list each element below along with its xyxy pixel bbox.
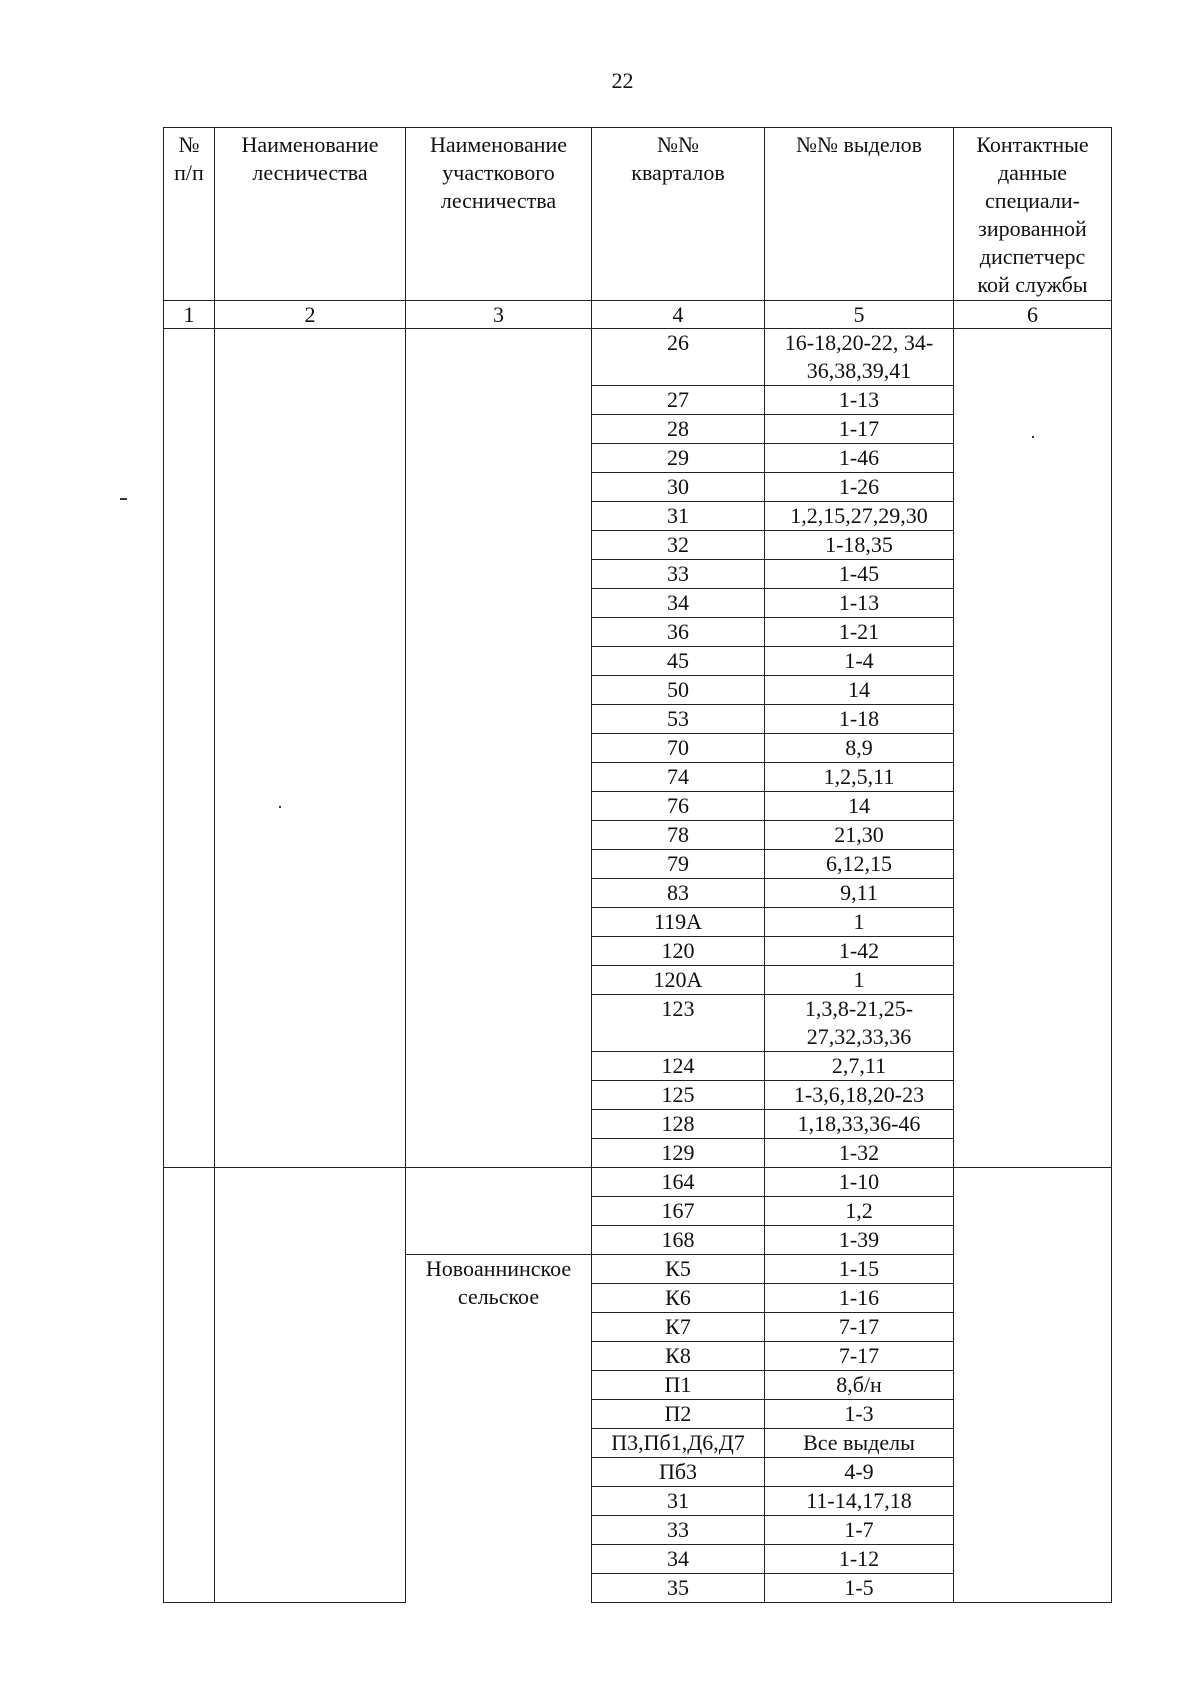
quarter-cell: 34 <box>592 589 765 618</box>
allotment-cell: 11-14,17,18 <box>765 1487 954 1516</box>
number-cell <box>164 329 215 1168</box>
quarter-cell: П1 <box>592 1371 765 1400</box>
allotment-cell: 1-3,6,18,20-23 <box>765 1081 954 1110</box>
allotment-cell: 7-17 <box>765 1342 954 1371</box>
allotment-cell: 1-42 <box>765 937 954 966</box>
allotment-cell: 1-18 <box>765 705 954 734</box>
table-row <box>164 329 1112 386</box>
allotment-cell: 21,30 <box>765 821 954 850</box>
district-forestry-name: Новоаннинское сельское <box>406 1255 592 1603</box>
allotment-cell: 1,2,5,11 <box>765 763 954 792</box>
quarter-cell: 33 <box>592 1516 765 1545</box>
allotment-cell: 16-18,20-22, 34- 36,38,39,41 <box>765 329 954 386</box>
quarter-cell: 125 <box>592 1081 765 1110</box>
quarter-cell: 29 <box>592 444 765 473</box>
allotment-cell: 14 <box>765 676 954 705</box>
quarter-cell: 76 <box>592 792 765 821</box>
table-body <box>164 329 1112 1603</box>
header-allotments: №№ выделов <box>765 128 954 301</box>
quarter-cell: 36 <box>592 618 765 647</box>
quarter-cell: 30 <box>592 473 765 502</box>
header-forestry: Наименование лесничества <box>215 128 406 301</box>
quarter-cell: П3,Пб1,Д6,Д7 <box>592 1429 765 1458</box>
quarter-cell: 79 <box>592 850 765 879</box>
forestry-cell <box>215 329 406 1168</box>
quarter-cell: Пб3 <box>592 1458 765 1487</box>
table-header <box>164 128 1112 329</box>
quarter-cell: К7 <box>592 1313 765 1342</box>
allotment-cell: 1-21 <box>765 618 954 647</box>
quarter-cell: 26 <box>592 329 765 386</box>
header-district-forestry: Наименование участкового лесничества <box>406 128 592 301</box>
quarter-cell: 32 <box>592 531 765 560</box>
quarter-cell: 124 <box>592 1052 765 1081</box>
allotment-cell: 1-4 <box>765 647 954 676</box>
allotment-cell: 8,9 <box>765 734 954 763</box>
quarter-cell: 78 <box>592 821 765 850</box>
allotment-cell: 1-16 <box>765 1284 954 1313</box>
allotment-cell: 1-5 <box>765 1574 954 1603</box>
allotment-cell: 8,б/н <box>765 1371 954 1400</box>
quarter-cell: 167 <box>592 1197 765 1226</box>
allotment-cell: 2,7,11 <box>765 1052 954 1081</box>
allotment-cell: 1-46 <box>765 444 954 473</box>
number-cell <box>164 1168 215 1603</box>
header-contacts: Контактные данные специали- зированной диспетчерс кой службы <box>954 128 1112 301</box>
quarter-cell: 74 <box>592 763 765 792</box>
header-number: № п/п <box>164 128 215 301</box>
forestry-cell <box>215 1168 406 1603</box>
quarter-cell: 28 <box>592 415 765 444</box>
quarter-cell: 33 <box>592 560 765 589</box>
allotment-cell: 1,3,8-21,25- 27,32,33,36 <box>765 995 954 1052</box>
quarter-cell: 53 <box>592 705 765 734</box>
quarter-cell: К6 <box>592 1284 765 1313</box>
quarter-cell: 50 <box>592 676 765 705</box>
scan-mark <box>120 498 127 500</box>
district-forestry-cell <box>406 1168 592 1255</box>
column-number-row <box>164 301 1112 329</box>
table-row <box>164 1168 1112 1197</box>
quarter-cell: 128 <box>592 1110 765 1139</box>
forestry-table <box>163 127 1112 1603</box>
allotment-cell: Все выделы <box>765 1429 954 1458</box>
quarter-cell: 27 <box>592 386 765 415</box>
allotment-cell: 1-18,35 <box>765 531 954 560</box>
quarter-cell: 123 <box>592 995 765 1052</box>
allotment-cell: 14 <box>765 792 954 821</box>
column-number: 6 <box>954 301 1112 329</box>
contact-cell <box>954 1168 1112 1603</box>
allotment-cell: 1-26 <box>765 473 954 502</box>
quarter-cell: 35 <box>592 1574 765 1603</box>
quarter-cell: 70 <box>592 734 765 763</box>
quarter-cell: 34 <box>592 1545 765 1574</box>
quarter-cell: 120 <box>592 937 765 966</box>
header-quarters: №№ кварталов <box>592 128 765 301</box>
contact-cell <box>954 329 1112 1168</box>
page-number: 22 <box>611 68 634 93</box>
allotment-cell: 1-7 <box>765 1516 954 1545</box>
allotment-cell: 1-15 <box>765 1255 954 1284</box>
allotment-cell: 1-39 <box>765 1226 954 1255</box>
quarter-cell: К8 <box>592 1342 765 1371</box>
column-number: 1 <box>164 301 215 329</box>
column-number: 5 <box>765 301 954 329</box>
quarter-cell: 31 <box>592 1487 765 1516</box>
allotment-cell: 1-12 <box>765 1545 954 1574</box>
allotment-cell: 1,2,15,27,29,30 <box>765 502 954 531</box>
allotment-cell: 1,2 <box>765 1197 954 1226</box>
header-row <box>164 128 1112 301</box>
allotment-cell: 9,11 <box>765 879 954 908</box>
allotment-cell: 6,12,15 <box>765 850 954 879</box>
allotment-cell: 1 <box>765 966 954 995</box>
allotment-cell: 1-45 <box>765 560 954 589</box>
quarter-cell: 129 <box>592 1139 765 1168</box>
quarter-cell: 119А <box>592 908 765 937</box>
quarter-cell: 164 <box>592 1168 765 1197</box>
quarter-cell: 31 <box>592 502 765 531</box>
column-number: 2 <box>215 301 406 329</box>
allotment-cell: 1-32 <box>765 1139 954 1168</box>
quarter-cell: П2 <box>592 1400 765 1429</box>
quarter-cell: 168 <box>592 1226 765 1255</box>
quarter-cell: 120А <box>592 966 765 995</box>
allotment-cell: 1-13 <box>765 589 954 618</box>
quarter-cell: 45 <box>592 647 765 676</box>
allotment-cell: 1-17 <box>765 415 954 444</box>
quarter-cell: 83 <box>592 879 765 908</box>
district-forestry-cell <box>406 329 592 1168</box>
column-number: 3 <box>406 301 592 329</box>
quarter-cell: К5 <box>592 1255 765 1284</box>
allotment-cell: 1 <box>765 908 954 937</box>
allotment-cell: 1-13 <box>765 386 954 415</box>
allotment-cell: 1,18,33,36-46 <box>765 1110 954 1139</box>
allotment-cell: 4-9 <box>765 1458 954 1487</box>
allotment-cell: 7-17 <box>765 1313 954 1342</box>
allotment-cell: 1-10 <box>765 1168 954 1197</box>
column-number: 4 <box>592 301 765 329</box>
allotment-cell: 1-3 <box>765 1400 954 1429</box>
